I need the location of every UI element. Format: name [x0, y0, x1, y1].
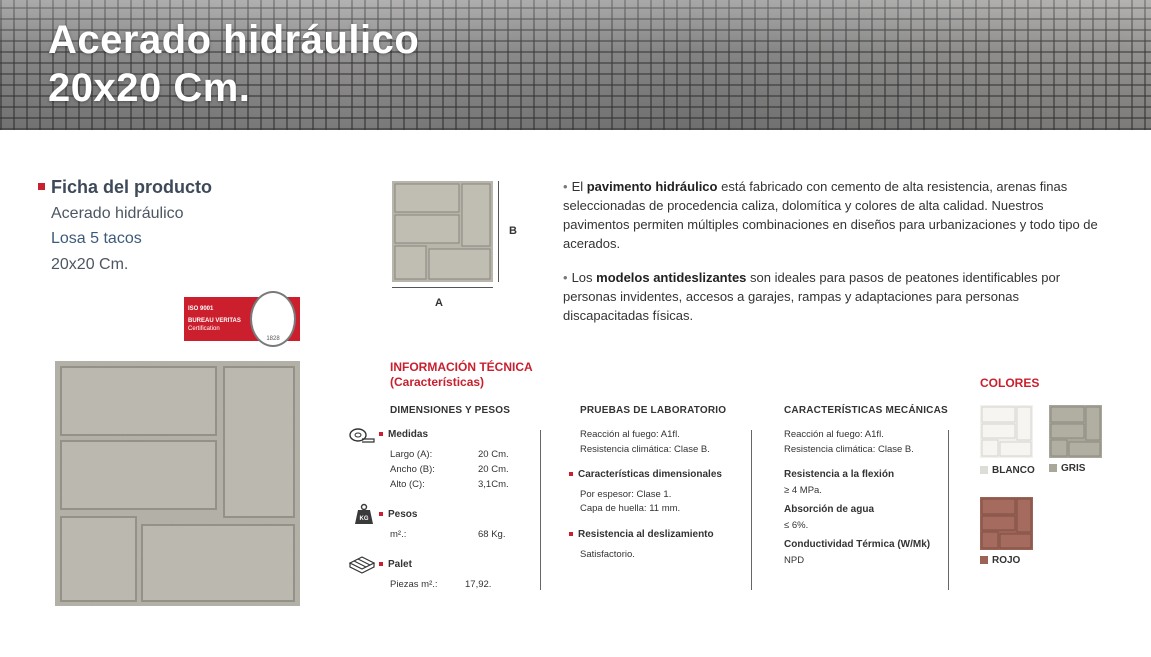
medidas-label [379, 429, 428, 440]
largo-value: 20 Cm. [478, 449, 509, 460]
lab-satisfactorio: Satisfactorio. [580, 549, 635, 560]
column-separator-2 [751, 430, 752, 590]
swatch-gris-label [1049, 463, 1085, 474]
p2-rest: son ideales para pasos de peatones identificables por personas invidentes, accesos a garajes, rampas y adaptaciones para personas discapacitadas físicas. [563, 270, 1061, 323]
ancho-label: Ancho (B): [390, 464, 435, 475]
seal-year: 1828 [266, 336, 280, 342]
p1-bold: pavimento hidráulico [586, 179, 718, 194]
red-bullet [569, 532, 573, 536]
pallet-icon [348, 553, 376, 575]
ficha-line-product: Acerado hidráulico [51, 205, 184, 222]
lab-espesor: Por espesor: Clase 1. [580, 489, 672, 500]
swatch-chip [1049, 464, 1057, 472]
title-line-2: 20x20 Cm. [48, 66, 251, 110]
dimension-line-b [498, 181, 499, 282]
dimension-label-a: A [435, 297, 443, 309]
laboratorio-heading: PRUEBAS DE LABORATORIO [580, 405, 727, 416]
bullet-dot: • [563, 270, 568, 285]
tape-measure-icon [348, 424, 376, 446]
lab-deslizamiento [569, 529, 714, 540]
swatch-blanco-label [980, 465, 1035, 476]
red-bullet [379, 512, 383, 516]
lab-huella: Capa de huella: 11 mm. [580, 503, 681, 514]
bullet-dot: • [563, 179, 568, 194]
swatch-blanco [980, 405, 1033, 458]
m2-label: m².: [390, 529, 407, 540]
mec-flexion: Resistencia a la flexión [784, 469, 895, 480]
dimension-line-a [392, 287, 493, 288]
dimensiones-heading: DIMENSIONES Y PESOS [390, 405, 511, 416]
swatch-rojo-label [980, 555, 1020, 566]
red-bullet [379, 562, 383, 566]
badge-org: BUREAU VERITAS [188, 318, 241, 324]
p1-pre: El [571, 179, 587, 194]
page-title [48, 16, 419, 112]
lab-caract-dim [569, 469, 722, 480]
swatch-chip [980, 556, 988, 564]
medidas-text: Medidas [388, 429, 429, 440]
p2-pre: Los [571, 270, 597, 285]
tech-title-line-1: INFORMACIÓN TÉCNICA [390, 360, 533, 374]
red-bullet [569, 472, 573, 476]
alto-label: Alto (C): [390, 479, 425, 490]
tech-title-line-2: (Características) [390, 375, 485, 389]
ficha-line-model: Losa 5 tacos [51, 230, 142, 247]
weight-icon-label: KG [359, 516, 369, 522]
lab-reaccion: Reacción al fuego: A1fl. [580, 429, 680, 440]
caract-dim-text: Características dimensionales [578, 469, 722, 480]
column-separator-3 [948, 430, 949, 590]
ficha-bullet [38, 183, 45, 190]
mec-flexion-value: ≥ 4 MPa. [784, 485, 822, 496]
pesos-text: Pesos [388, 509, 418, 520]
mec-absorcion: Absorción de agua [784, 504, 875, 515]
weight-icon [353, 503, 375, 525]
dimension-label-b: B [509, 225, 517, 237]
tile-large-image [55, 361, 300, 606]
badge-iso: ISO 9001 [188, 306, 214, 312]
swatch-rojo [980, 497, 1033, 550]
bureau-veritas-seal [250, 291, 296, 347]
badge-cert: Certification [188, 326, 220, 332]
blanco-text: BLANCO [992, 465, 1035, 476]
swatch-gris [1049, 405, 1102, 458]
tech-info-title [390, 360, 533, 390]
ficha-title: Ficha del producto [51, 177, 213, 197]
p2-bold: modelos antideslizantes [596, 270, 747, 285]
gris-text: GRIS [1061, 463, 1086, 474]
column-separator-1 [540, 430, 541, 590]
piezas-value: 17,92. [465, 579, 492, 590]
mec-absorcion-value: ≤ 6%. [784, 520, 809, 531]
m2-value: 68 Kg. [478, 529, 506, 540]
piezas-label: Piezas m².: [390, 579, 438, 590]
ficha-line-size: 20x20 Cm. [51, 256, 129, 273]
deslizamiento-text: Resistencia al deslizamiento [578, 529, 714, 540]
title-line-1: Acerado hidráulico [48, 18, 420, 62]
mecanicas-heading: CARACTERÍSTICAS MECÁNICAS [784, 405, 948, 416]
swatch-chip [980, 466, 988, 474]
p1-rest: está fabricado con cemento de alta resistencia, arenas finas seleccionadas de procedencia caliza, dolomítica y colores de alta calidad. Nuestros pavimentos permiten múltiples combinaciones en diseños para urbanizaciones y todo tipo de acerados. [563, 179, 1098, 251]
alto-value: 3,1Cm. [478, 479, 509, 490]
rojo-text: ROJO [992, 555, 1021, 566]
ancho-value: 20 Cm. [478, 464, 509, 475]
mec-conductividad: Conductividad Térmica (W/Mk) [784, 539, 931, 550]
mec-reaccion: Reacción al fuego: A1fl. [784, 429, 884, 440]
palet-text: Palet [388, 559, 412, 570]
red-bullet [379, 432, 383, 436]
tile-diagram-image [392, 181, 493, 282]
largo-label: Largo (A): [390, 449, 433, 460]
mec-conductividad-value: NPD [784, 555, 805, 566]
mec-resistencia-climatica: Resistencia climática: Clase B. [784, 444, 914, 455]
description-paragraph-2 [563, 268, 1103, 325]
lab-resistencia-climatica: Resistencia climática: Clase B. [580, 444, 710, 455]
pesos-label [379, 509, 417, 520]
colores-title: COLORES [980, 376, 1040, 390]
palet-label [379, 559, 412, 570]
description-paragraph-1 [563, 177, 1103, 253]
